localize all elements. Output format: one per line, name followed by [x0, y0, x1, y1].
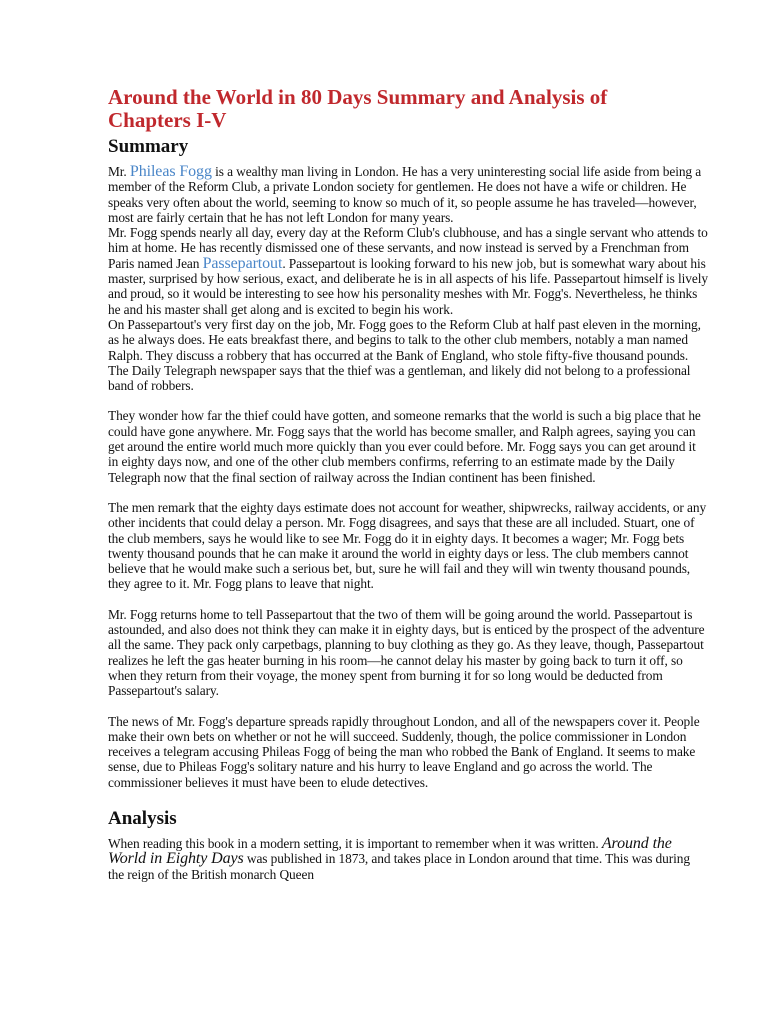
p2-text-start: Mr. Fogg spends nearly all day, every day at the Reform Club's clubhouse, and has a single servant who attends to him at home. He has recently dismissed one of these servants, and now instead is served by a Frenchman from Paris named Jean: [108, 225, 708, 271]
p8-text-start: When reading this book in a modern setting, it is important to remember when it was written.: [108, 835, 602, 851]
summary-paragraph-4: They wonder how far the thief could have gotten, and someone remarks that the world is such a big place that he could have gone anywhere. Mr. Fogg says that the world has become smaller, and Ralph agrees, saying you can get around the entire world much more quickly than you ever could before. Mr. Fogg says you can get around it in eighty days now, and one of the other club members confirms, referring to an estimate made by the Daily Telegraph now that the final section of railway across the Indian continent has been finished.: [108, 408, 701, 485]
summary-heading: Summary: [108, 136, 189, 157]
title-line-2: Chapters I-V: [108, 108, 227, 132]
summary-paragraph-7: The news of Mr. Fogg's departure spreads rapidly throughout London, and all of the newspapers cover it. People make their own bets on whether or not he will succeed. Suddenly, though, the police commissioner in London receives a telegram accusing Phileas Fogg of being the man who robbed the Bank of England. It seems to make sense, due to Phileas Fogg's solitary nature and his hurry to leave England and go across the world. The commissioner believes it must have been to elude detectives.: [108, 713, 700, 790]
document-title: [108, 86, 708, 132]
p1-text-end: is a wealthy man living in London. He has a very uninteresting social life aside from being a member of the Reform Club, a private London society for gentlemen. He does not have a wife or children. He speaks very often about the world, seeming to know so much of it, so people assume he has traveled—however, most are fairly certain that he has not left London for many years.: [108, 164, 702, 225]
p8-text-end: was published in 1873, and takes place in London around that time. This was during the reign of the British monarch Queen: [108, 851, 690, 882]
summary-paragraph-3: On Passepartout's very first day on the job, Mr. Fogg goes to the Reform Club at half past eleven in the morning, as he always does. He eats breakfast there, and begins to talk to the other club members, notably a man named Ralph. They discuss a robbery that has occurred at the Bank of England, who stole fifty-five thousand pounds. The Daily Telegraph newspaper says that the thief was a gentleman, and likely did not belong to a professional band of robbers.: [108, 316, 701, 394]
summary-paragraph-1: [108, 164, 708, 225]
summary-paragraph-2: [108, 225, 708, 317]
book-title-italic: Around the World in Eighty Days: [108, 834, 672, 868]
analysis-paragraph-1: [108, 836, 708, 882]
analysis-heading: Analysis: [108, 807, 177, 829]
passepartout-link[interactable]: Passepartout: [202, 254, 283, 272]
title-line-1: Around the World in 80 Days Summary and Analysis of: [108, 85, 608, 109]
phileas-fogg-link[interactable]: Phileas Fogg: [129, 163, 212, 180]
p1-text-start: Mr.: [108, 164, 130, 179]
summary-paragraph-6: Mr. Fogg returns home to tell Passepartout that the two of them will be going around the world. Passepartout is astounded, and also does not think they can make it in eighty days, but is enticed by the prospect of the adventure all the same. They pack only carpetbags, planning to buy clothing as they go. As they leave, though, Passepartout realizes he left the gas heater burning in his room—he cannot delay his master by going back to turn it off, so when they return from their voyage, the money spent from burning it for so long would be deducted from Passepartout's salary.: [108, 606, 705, 699]
summary-paragraph-5: The men remark that the eighty days estimate does not account for weather, shipwrecks, railway accidents, or any other incidents that could delay a person. Mr. Fogg disagrees, and says that these are all included. Stuart, one of the club members, says he would like to see Mr. Fogg do it in eighty days. It becomes a wager; Mr. Fogg bets twenty thousand pounds that he can make it around the world in eighty days or less. The club members cannot believe that he would make such a serious bet, but, sure he will fail and they will win twenty thousand pounds, they agree to it. Mr. Fogg plans to leave that night.: [108, 499, 707, 592]
p2-text-end: . Passepartout is looking forward to his new job, but is somewhat wary about his master, surprised by how serious, exact, and deliberate he is in all aspects of his life. Passepartout himself is lively and proud, so it would be interesting to see how his personality meshes with Mr. Fogg's. Nevertheless, he thinks he and his master shall get along and is excited to begin his work.: [108, 255, 708, 317]
